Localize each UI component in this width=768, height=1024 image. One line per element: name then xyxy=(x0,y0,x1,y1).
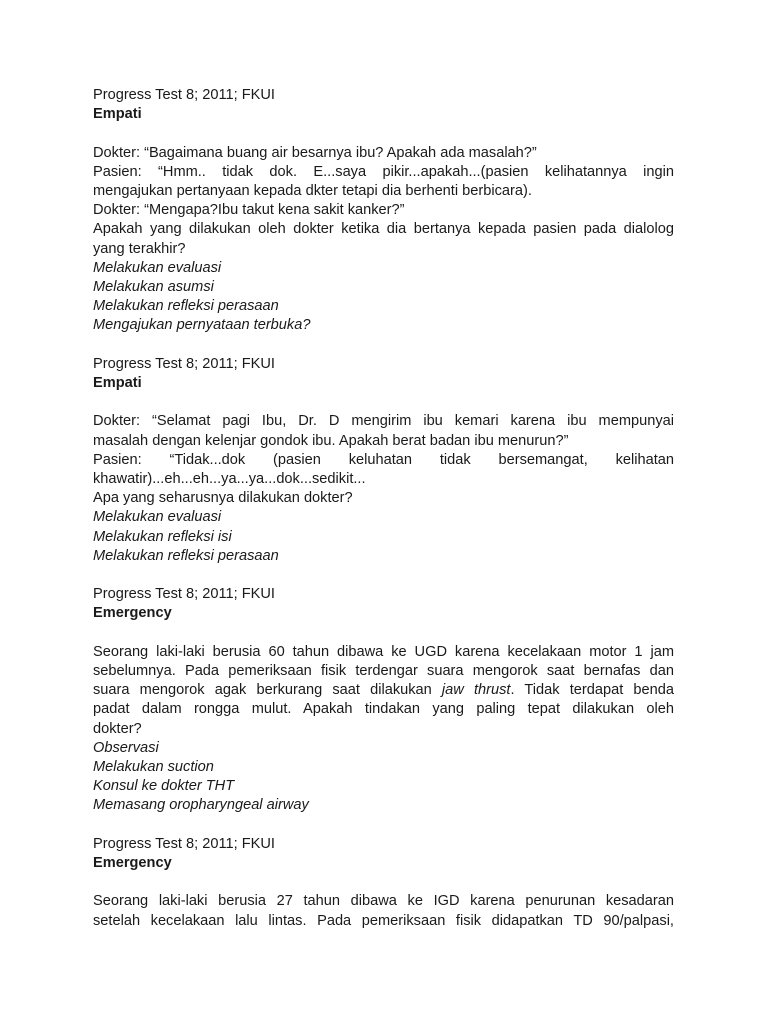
answer-option: Melakukan refleksi perasaan xyxy=(93,547,279,564)
answer-option: Observasi xyxy=(93,739,159,756)
case-line: Seorang laki-laki berusia 27 tahun dibawa ke IGD karena penurunan kesadaran xyxy=(93,893,674,910)
dialogue-line: khawatir)...eh...eh...ya...ya...dok...sedikit... xyxy=(93,471,366,488)
dialogue-line: Pasien: “Tidak...dok (pasien keluhatan tidak bersemangat, kelihatan xyxy=(93,451,674,468)
case-line: padat dalam rongga mulut. Apakah tindakan yang paling tepat dilakukan oleh xyxy=(93,701,674,718)
question-block-4 xyxy=(93,835,674,931)
question-line: Apa yang seharusnya dilakukan dokter? xyxy=(93,490,353,507)
topic-label: Emergency xyxy=(93,605,172,622)
topic-label: Empati xyxy=(93,375,142,392)
answer-option: Melakukan evaluasi xyxy=(93,509,222,526)
case-text: . Tidak terdapat benda xyxy=(510,682,675,699)
answer-option: Melakukan refleksi perasaan xyxy=(93,298,279,315)
source-header: Progress Test 8; 2011; FKUI xyxy=(93,355,275,372)
dialogue-line: masalah dengan kelenjar gondok ibu. Apakah berat badan ibu menurun?” xyxy=(93,432,569,449)
topic-label: Emergency xyxy=(93,855,172,872)
case-line: setelah kecelakaan lalu lintas. Pada pemeriksaan fisik didapatkan TD 90/palpasi, xyxy=(93,912,674,929)
dialogue-line: Pasien: “Hmm.. tidak dok. E...saya pikir...apakah...(pasien kelihatannya ingin xyxy=(93,163,674,180)
case-line xyxy=(93,681,674,700)
italic-term: jaw thrust xyxy=(441,682,511,699)
dialogue-line: Dokter: “Selamat pagi Ibu, Dr. D mengirim ibu kemari karena ibu mempunyai xyxy=(93,413,674,430)
case-text: suara mengorok agak berkurang saat dilakukan xyxy=(93,682,432,699)
answer-option: Konsul ke dokter THT xyxy=(93,778,235,795)
source-header: Progress Test 8; 2011; FKUI xyxy=(93,586,275,603)
question-block-2 xyxy=(93,355,674,566)
question-block-1 xyxy=(93,86,674,336)
dialogue-line: Dokter: “Mengapa?Ibu takut kena sakit kanker?” xyxy=(93,202,405,219)
case-line: dokter? xyxy=(93,720,142,737)
case-line: Seorang laki-laki berusia 60 tahun dibawa ke UGD karena kecelakaan motor 1 jam xyxy=(93,643,674,660)
answer-option: Melakukan refleksi isi xyxy=(93,528,232,545)
case-line: sebelumnya. Pada pemeriksaan fisik terdengar suara mengorok saat bernafas dan xyxy=(93,663,674,680)
source-header: Progress Test 8; 2011; FKUI xyxy=(93,87,275,103)
answer-option: Melakukan evaluasi xyxy=(93,259,222,276)
dialogue-line: Dokter: “Bagaimana buang air besarnya ibu? Apakah ada masalah?” xyxy=(93,144,537,161)
answer-option: Mengajukan pernyataan terbuka? xyxy=(93,317,311,334)
answer-option: Melakukan asumsi xyxy=(93,279,214,296)
dialogue-line: mengajukan pertanyaan kepada dkter tetapi dia berhenti berbicara). xyxy=(93,183,532,199)
answer-option: Memasang oropharyngeal airway xyxy=(93,797,309,814)
question-line: yang terakhir? xyxy=(93,240,186,257)
question-block-3 xyxy=(93,585,674,815)
topic-label: Empati xyxy=(93,106,142,123)
source-header: Progress Test 8; 2011; FKUI xyxy=(93,835,275,852)
question-line: Apakah yang dilakukan oleh dokter ketika dia bertanya kepada pasien pada dialolog xyxy=(93,221,674,238)
document-content xyxy=(93,86,674,950)
answer-option: Melakukan suction xyxy=(93,759,214,776)
